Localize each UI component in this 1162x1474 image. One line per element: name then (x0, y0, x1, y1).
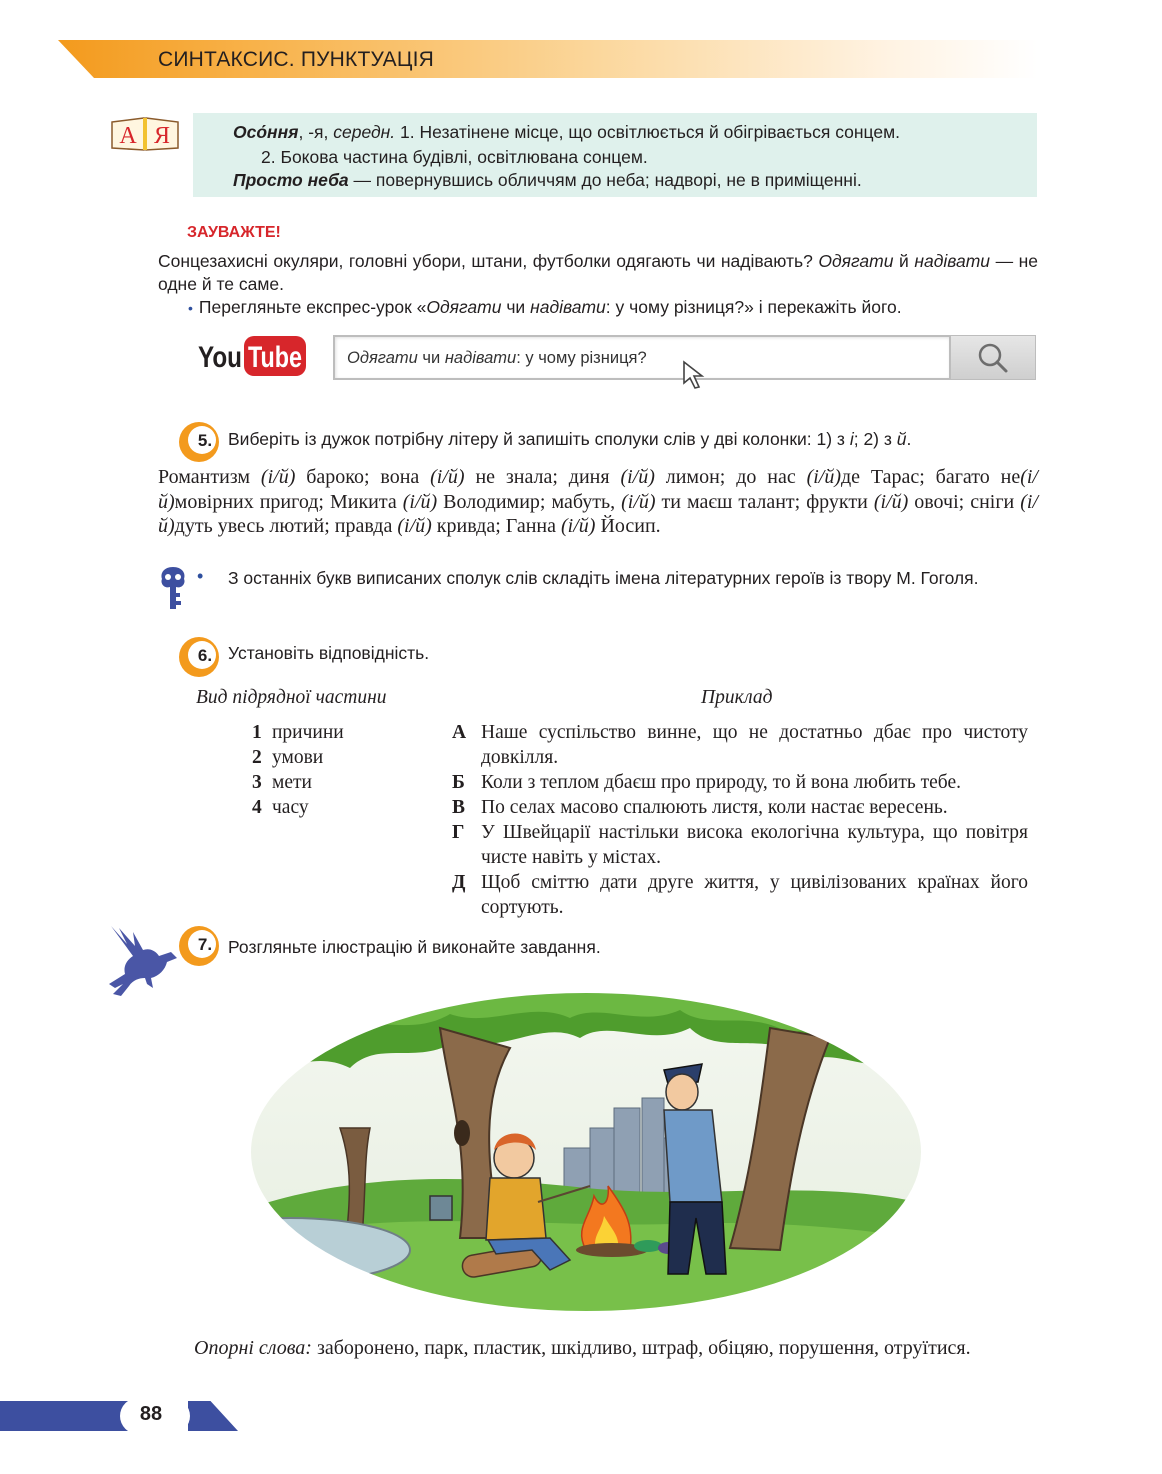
option-i-y: (і/й) (402, 490, 438, 513)
task-5-badge (178, 421, 220, 463)
keywords-line (194, 1337, 971, 1360)
clause-type-label: мети (272, 772, 312, 793)
note-heading: ЗАУВАЖТЕ! (187, 224, 281, 241)
note-text-c: й (893, 251, 915, 271)
note-bullet-item (188, 296, 902, 320)
mouse-pointer-icon (682, 360, 708, 390)
dictionary-meaning-1: 1. Незатінене місце, що освітлюється й обігрівається сонцем. (395, 122, 901, 142)
note-bullet-e: : у чому різниця?» і перекажіть його. (605, 297, 902, 317)
note-bullet-d: надівати (530, 297, 606, 317)
example-text-a: Наше суспільство винне, що не достатньо дбає про чистоту довкілля. (481, 722, 1028, 768)
example-text-b: Коли з теплом дбаєш про природу, то й вона любить тебе. (481, 772, 961, 793)
task-7-badge (178, 925, 220, 967)
dictionary-entry-2 (233, 169, 862, 192)
clause-type-number: 4 (252, 797, 262, 818)
task5-title-e: . (906, 429, 912, 449)
youtube-search-button[interactable] (950, 335, 1036, 380)
note-text-b: Одягати (818, 251, 894, 271)
key-task-text: З останніх букв виписаних сполук слів складіть імена літературних героїв із твору М. Гоголя. (228, 568, 979, 588)
search-query-b: чи (417, 349, 445, 367)
t10: дуть увесь лютий; правда (174, 515, 398, 537)
clause-type-number: 3 (252, 772, 262, 793)
search-query-a: Одягати (347, 349, 418, 367)
example-text-v: По селах масово спалюють листя, коли настає вересень. (481, 797, 948, 818)
option-i-y: (і/й) (620, 466, 655, 488)
example-letter-v: В (452, 797, 466, 818)
example-letter-d: Д (452, 872, 466, 893)
task-7-title: Розгляньте ілюстрацію й виконайте завдання. (228, 937, 601, 957)
clause-type-label: причини (272, 722, 344, 743)
t11: кривда; Ганна (431, 515, 561, 537)
page-number: 88 (139, 1403, 163, 1425)
option-i-y: (і/й) (621, 490, 656, 513)
dictionary-gender: середн. (333, 122, 396, 142)
t5: де Тарас; багато не (841, 466, 1021, 488)
t7: Володимир; мабуть, (437, 490, 622, 513)
task5-title-c: ; 2) з (853, 429, 897, 449)
dictionary-word: Осо́ння (233, 122, 299, 142)
column-heading-example: Приклад (701, 687, 773, 708)
dictionary-book-icon (110, 116, 180, 152)
key-icon (158, 565, 188, 613)
youtube-logo-tube: Tube (248, 341, 302, 374)
clause-type-4 (252, 795, 309, 820)
youtube-logo-you: You (198, 341, 242, 374)
youtube-search-input[interactable] (333, 335, 951, 380)
youtube-search-query (347, 349, 647, 368)
task5-title-a: Виберіть із дужок потрібну літеру й запишіть сполуки слів у дві колонки: 1) з (228, 429, 850, 449)
task5-title-b: і (849, 429, 854, 449)
task-7-number: 7. (197, 935, 213, 954)
option-i-y: (і/й) (158, 490, 1039, 537)
t3: не знала; диня (464, 466, 621, 488)
search-query-c: надівати (444, 349, 517, 367)
t8: ти маєш талант; фрукти (655, 490, 874, 513)
task-5-number: 5. (197, 431, 213, 450)
keywords-label: Опорні слова: (194, 1337, 312, 1359)
option-i-y: (і/й) (873, 490, 909, 513)
keywords-list: заборонено, парк, пластик, шкідливо, штраф, обіцяю, порушення, отруїтися. (311, 1337, 971, 1359)
bullet-dot: • (188, 300, 193, 316)
example-text-h: У Швейцарії настільки висока екологічна культура, що повітря чисте навіть у містах. (481, 822, 1028, 868)
note-text (158, 250, 1038, 296)
option-i-y: (і/й) (260, 466, 296, 488)
task-6-title: Установіть відповідність. (228, 643, 430, 663)
column-heading-type: Вид підрядної частини (196, 687, 387, 708)
youtube-logo (196, 334, 308, 378)
example-letter-a: А (452, 722, 467, 743)
clause-type-1 (252, 720, 344, 745)
dictionary-grammar: , -я, (298, 122, 334, 142)
task5-title-d: й (896, 429, 907, 449)
option-i-y: (і/й) (561, 515, 596, 537)
t12: Йосип. (595, 515, 661, 537)
task-5-title (228, 429, 911, 450)
task-5-exercise-text (158, 465, 1038, 539)
pegasus-icon (105, 922, 187, 1000)
option-i-y: (і/й) (158, 466, 1038, 513)
task-6-number: 6. (197, 646, 213, 665)
note-text-a: Сонцезахисні окуляри, головні убори, штани, футболки одягають чи надівають? (158, 251, 819, 271)
clause-type-number: 1 (252, 722, 262, 743)
note-bullet-b: Одягати (426, 297, 502, 317)
t1: Романтизм (158, 466, 261, 488)
bullet-dot: • (197, 566, 204, 586)
footer-arrow (188, 1401, 238, 1431)
park-bonfire-illustration (250, 988, 922, 1316)
dictionary-word-2: Просто неба (233, 170, 349, 190)
dictionary-entry-1 (233, 121, 900, 144)
example-letter-h: Г (452, 822, 465, 843)
t6: мовірних пригод; Микита (174, 490, 403, 513)
option-i-y: (і/й) (806, 466, 841, 488)
dictionary-meaning-3: — повернувшись обличчям до неба; надворі, не в приміщенні. (348, 170, 862, 190)
page-header-title: СИНТАКСИС. ПУНКТУАЦІЯ (158, 48, 434, 71)
clause-type-label: умови (272, 747, 324, 768)
magnifier-icon (951, 336, 1037, 381)
clause-type-2 (252, 745, 323, 770)
note-text-e: — не одне й те саме. (158, 251, 1039, 294)
clause-type-3 (252, 770, 312, 795)
search-query-d: : у чому різниця? (516, 349, 647, 367)
option-i-y: (і/й) (397, 515, 432, 537)
t2: бароко; вона (295, 466, 431, 488)
task-6-badge (178, 636, 220, 678)
t9: овочі; сніги (908, 490, 1021, 513)
example-letter-b: Б (452, 772, 465, 793)
dictionary-letter-a: А (119, 123, 137, 149)
clause-type-label: часу (272, 797, 309, 818)
dictionary-letter-ya: Я (153, 123, 171, 149)
note-bullet-c: чи (501, 297, 531, 317)
dictionary-meaning-2: 2. Бокова частина будівлі, освітлювана сонцем. (261, 147, 648, 167)
clause-type-number: 2 (252, 747, 262, 768)
note-bullet-a: Перегляньте експрес-урок « (198, 297, 427, 317)
option-i-y: (і/й) (430, 466, 465, 488)
note-text-d: надівати (914, 251, 991, 271)
t4: лимон; до нас (654, 466, 807, 488)
example-text-d: Щоб сміттю дати друге життя, у цивілізованих країнах його сортують. (481, 872, 1028, 918)
